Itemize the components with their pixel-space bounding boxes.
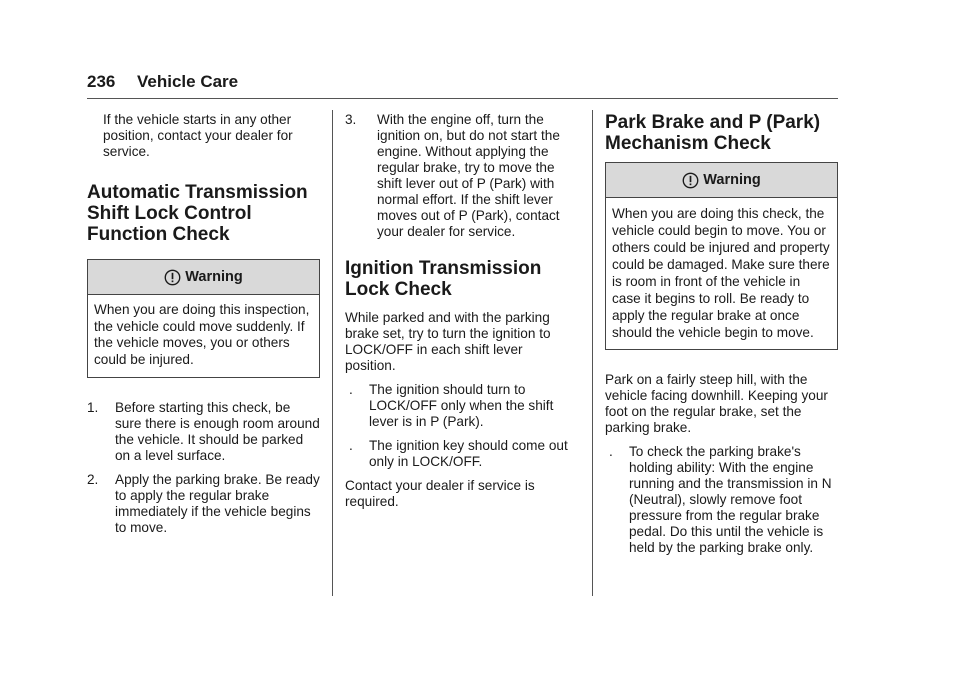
step-text: With the engine off, turn the ignition on, but do not start the engine. Without applying the regular brake, try to move the shift lever out of P (Park) with normal effort. If the shift lever moves out of P (Park), contact your dealer for service. <box>377 112 560 239</box>
heading-line: Function Check <box>87 224 230 245</box>
column-2 <box>345 112 575 510</box>
column-divider-1 <box>332 110 333 596</box>
step-number: 1. <box>87 399 99 415</box>
list-item <box>87 472 320 536</box>
warning-title: Warning <box>703 172 761 188</box>
warning-icon <box>682 172 699 189</box>
warning-header <box>606 163 837 198</box>
warning-box <box>605 162 838 350</box>
step-text: Before starting this check, be sure there is enough room around the vehicle. It should be parked on a level surface. <box>115 399 320 463</box>
heading-line: Lock Check <box>345 279 452 300</box>
warning-body: When you are doing this inspection, the vehicle could move suddenly. If the vehicle moves, you or others could be injured. <box>94 302 310 368</box>
list-item <box>87 400 320 464</box>
heading-line: Shift Lock Control <box>87 203 252 224</box>
bullet-text: To check the parking brake's holding ability: With the engine running and the transmission in N (Neutral), slowly remove foot pressure from the regular brake pedal. Do this until the vehicle is held by the parking brake only. <box>629 444 832 555</box>
heading-ignition-lock <box>345 258 575 300</box>
column-divider-2 <box>592 110 593 596</box>
page-header <box>87 72 838 98</box>
list-item <box>605 444 838 556</box>
heading-automatic-transmission <box>87 182 320 245</box>
intro-indent-text: If the vehicle starts in any other position, contact your dealer for service. <box>103 112 293 159</box>
page-number: 236 <box>87 72 116 91</box>
heading-line: Mechanism Check <box>605 133 771 154</box>
ignition-intro: While parked and with the parking brake set, try to turn the ignition to LOCK/OFF in each shift lever position. <box>345 310 551 373</box>
heading-line: Ignition Transmission <box>345 258 542 279</box>
bullet-text: The ignition should turn to LOCK/OFF only when the shift lever is in P (Park). <box>369 382 554 429</box>
warning-header <box>88 260 319 295</box>
park-intro: Park on a fairly steep hill, with the vehicle facing downhill. Keeping your foot on the regular brake, set the parking brake. <box>605 372 828 435</box>
warning-title: Warning <box>185 269 243 285</box>
step-number: 3. <box>345 112 357 127</box>
bullet-mark: . <box>609 444 613 459</box>
heading-park-brake <box>605 112 838 154</box>
ignition-closing: Contact your dealer if service is required. <box>345 478 535 509</box>
steps-list <box>87 400 320 536</box>
bullet-text: The ignition key should come out only in LOCK/OFF. <box>369 438 568 469</box>
header-rule <box>87 98 838 99</box>
list-item <box>345 382 575 430</box>
column-3 <box>605 112 838 556</box>
warning-icon <box>164 269 181 286</box>
bullet-mark: . <box>349 382 353 397</box>
warning-body: When you are doing this check, the vehicle could begin to move. You or others could be injured and property could be damaged. Make sure there is room in front of the vehicle in case it begins to roll. Be ready to apply the regular brake at once should the vehicle begin to move. <box>612 206 830 340</box>
heading-line: Automatic Transmission <box>87 182 308 203</box>
section-title: Vehicle Care <box>137 72 239 91</box>
warning-box <box>87 259 320 378</box>
step-text: Apply the parking brake. Be ready to apply the regular brake immediately if the vehicle begins to move. <box>115 471 320 535</box>
list-item <box>345 112 575 240</box>
list-item <box>345 438 575 470</box>
bullet-mark: . <box>349 438 353 453</box>
heading-line: Park Brake and P (Park) <box>605 112 821 133</box>
column-1 <box>87 112 320 536</box>
step-number: 2. <box>87 471 99 487</box>
